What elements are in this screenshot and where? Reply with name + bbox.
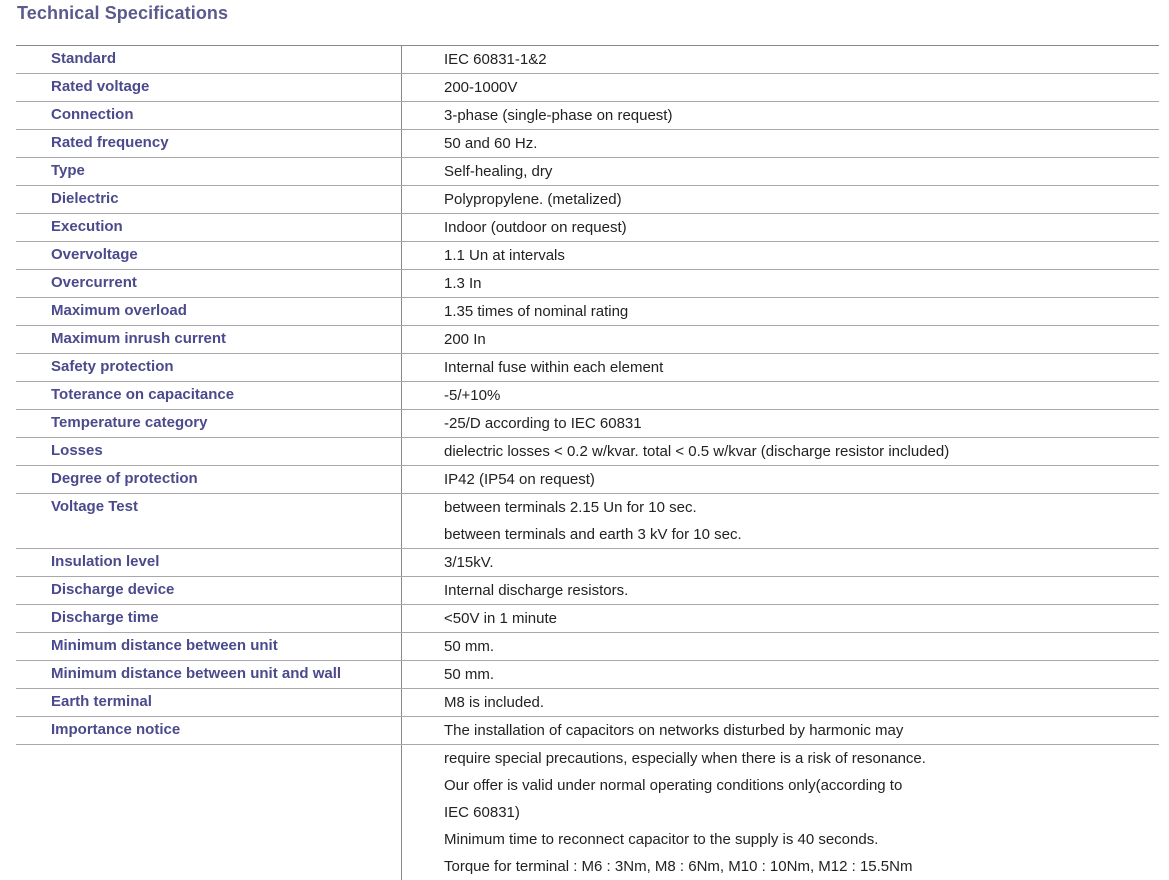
spec-value-line: <50V in 1 minute: [444, 610, 557, 627]
spec-value: [402, 689, 1159, 716]
spec-value-line: Torque for terminal : M6 : 3Nm, M8 : 6Nm, M10 : 10Nm, M12 : 15.5Nm: [444, 858, 913, 875]
spec-row: [16, 382, 1159, 410]
spec-label: Connection: [16, 102, 402, 129]
spec-row: [16, 689, 1159, 717]
spec-value-line: Internal fuse within each element: [444, 359, 664, 376]
page-title: Technical Specifications: [17, 3, 229, 23]
spec-row: [16, 410, 1159, 438]
spec-row: [16, 270, 1159, 298]
spec-row: [16, 466, 1159, 494]
spec-row: [16, 605, 1159, 633]
spec-value-line: 1.3 In: [444, 275, 482, 292]
spec-table: [16, 45, 1159, 880]
spec-label: Importance notice: [16, 717, 402, 744]
spec-value: [402, 633, 1159, 660]
spec-label: Voltage Test: [16, 494, 402, 548]
spec-value-line: -5/+10%: [444, 387, 501, 404]
spec-value: [402, 466, 1159, 493]
spec-row: [16, 186, 1159, 214]
spec-value: [402, 242, 1159, 269]
spec-label: Standard: [16, 46, 402, 73]
spec-value: [402, 745, 1159, 880]
spec-value: [402, 438, 1159, 465]
spec-value-line: Internal discharge resistors.: [444, 582, 629, 599]
spec-value-line: between terminals 2.15 Un for 10 sec.: [444, 499, 697, 516]
spec-value: [402, 382, 1159, 409]
spec-value: [402, 186, 1159, 213]
spec-value: [402, 298, 1159, 325]
spec-value: [402, 661, 1159, 688]
spec-value: [402, 270, 1159, 297]
spec-row: [16, 745, 1159, 880]
spec-row: [16, 549, 1159, 577]
spec-value: [402, 130, 1159, 157]
spec-value: [402, 717, 1159, 744]
spec-label: Maximum overload: [16, 298, 402, 325]
spec-value: [402, 326, 1159, 353]
spec-value-line: M8 is included.: [444, 694, 545, 711]
spec-value: [402, 102, 1159, 129]
spec-value-line: IEC 60831-1&2: [444, 51, 547, 68]
spec-row: [16, 298, 1159, 326]
spec-row: [16, 354, 1159, 382]
spec-value-line: 200-1000V: [444, 79, 518, 96]
spec-label: Execution: [16, 214, 402, 241]
spec-row: [16, 46, 1159, 74]
spec-value: [402, 410, 1159, 437]
spec-label: Temperature category: [16, 410, 402, 437]
spec-value-line: require special precautions, especially when there is a risk of resonance.: [444, 750, 926, 767]
spec-label: Toterance on capacitance: [16, 382, 402, 409]
spec-value: [402, 74, 1159, 101]
spec-row: [16, 242, 1159, 270]
spec-value-line: Indoor (outdoor on request): [444, 219, 627, 236]
spec-row: [16, 438, 1159, 466]
spec-label: Losses: [16, 438, 402, 465]
spec-label: Overvoltage: [16, 242, 402, 269]
spec-value-line: 50 mm.: [444, 666, 495, 683]
spec-label: Rated voltage: [16, 74, 402, 101]
spec-value: [402, 605, 1159, 632]
spec-row: [16, 158, 1159, 186]
spec-value-line: -25/D according to IEC 60831: [444, 415, 642, 432]
spec-label: Discharge time: [16, 605, 402, 632]
spec-value-line: Self-healing, dry: [444, 163, 553, 180]
spec-value-line: Minimum time to reconnect capacitor to the supply is 40 seconds.: [444, 831, 879, 848]
spec-row: [16, 130, 1159, 158]
spec-value-line: dielectric losses < 0.2 w/kvar. total < 0.5 w/kvar (discharge resistor included): [444, 443, 950, 460]
spec-row: [16, 633, 1159, 661]
spec-value: [402, 494, 1159, 548]
spec-label: [16, 745, 402, 880]
spec-label: Maximum inrush current: [16, 326, 402, 353]
spec-value-line: IEC 60831): [444, 804, 520, 821]
spec-row: [16, 74, 1159, 102]
spec-value-line: 200 In: [444, 331, 486, 348]
spec-row: [16, 577, 1159, 605]
spec-value-line: The installation of capacitors on networks disturbed by harmonic may: [444, 722, 904, 739]
spec-row: [16, 661, 1159, 689]
spec-value: [402, 354, 1159, 381]
spec-value: [402, 158, 1159, 185]
spec-label: Discharge device: [16, 577, 402, 604]
spec-label: Rated frequency: [16, 130, 402, 157]
spec-row: [16, 717, 1159, 745]
spec-value: [402, 549, 1159, 576]
spec-value: [402, 214, 1159, 241]
spec-row: [16, 214, 1159, 242]
spec-label: Degree of protection: [16, 466, 402, 493]
spec-value: [402, 46, 1159, 73]
spec-label: Earth terminal: [16, 689, 402, 716]
spec-label: Minimum distance between unit and wall: [16, 661, 402, 688]
spec-row: [16, 494, 1159, 549]
spec-value-line: 1.1 Un at intervals: [444, 247, 565, 264]
spec-value: [402, 577, 1159, 604]
spec-label: Safety protection: [16, 354, 402, 381]
spec-value-line: 3-phase (single-phase on request): [444, 107, 673, 124]
spec-label: Dielectric: [16, 186, 402, 213]
spec-value-line: 1.35 times of nominal rating: [444, 303, 629, 320]
spec-value-line: IP42 (IP54 on request): [444, 471, 595, 488]
spec-value-line: Polypropylene. (metalized): [444, 191, 622, 208]
spec-value-line: 50 and 60 Hz.: [444, 135, 538, 152]
spec-label: Overcurrent: [16, 270, 402, 297]
spec-label: Type: [16, 158, 402, 185]
spec-row: [16, 102, 1159, 130]
spec-value-line: between terminals and earth 3 kV for 10 sec.: [444, 526, 742, 543]
spec-row: [16, 326, 1159, 354]
spec-label: Insulation level: [16, 549, 402, 576]
spec-label: Minimum distance between unit: [16, 633, 402, 660]
spec-value-line: 50 mm.: [444, 638, 495, 655]
spec-value-line: Our offer is valid under normal operating conditions only(according to: [444, 777, 903, 794]
spec-value-line: 3/15kV.: [444, 554, 494, 571]
